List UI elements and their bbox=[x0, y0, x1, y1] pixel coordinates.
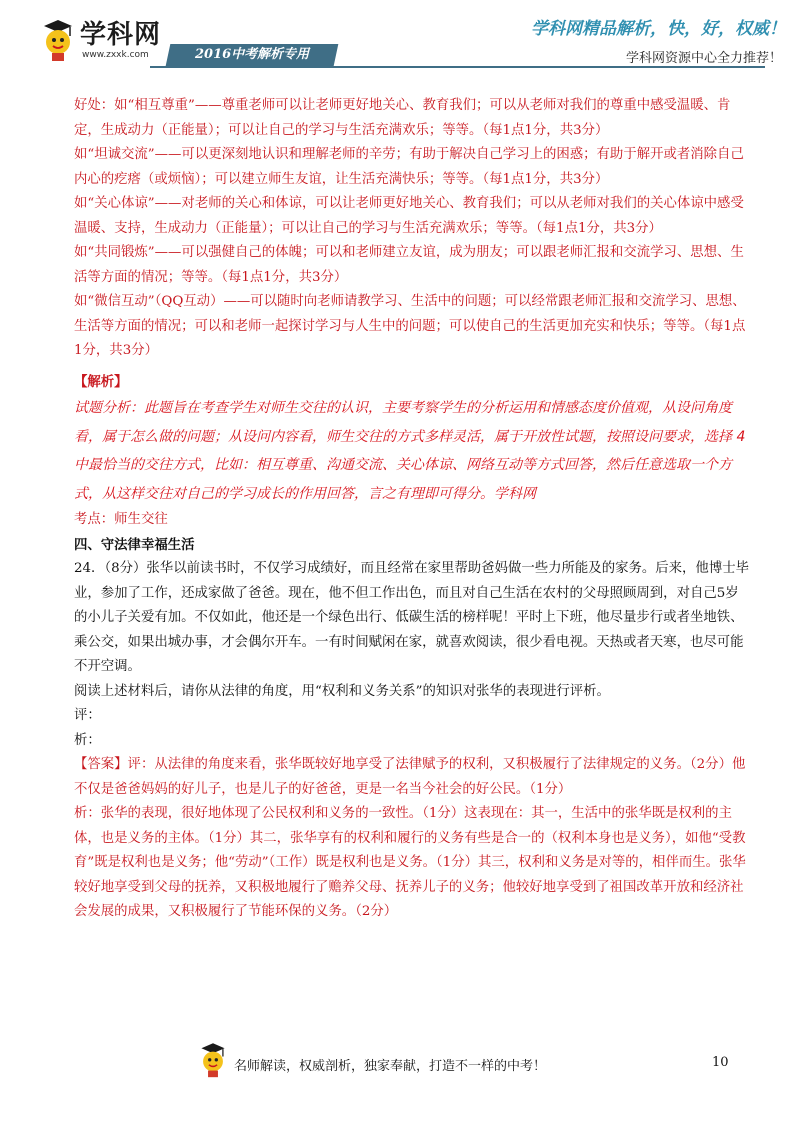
page-number: 10 bbox=[712, 1055, 729, 1070]
xi-label: 析： bbox=[74, 732, 101, 748]
answer-paragraph: 如“共同锻炼”——可以强健自己的体魄；可以和老师建立友谊，成为朋友；可以跟老师汇报和交流学习、思想、生活等方面的情况；等等。（每1点1分，共3分） bbox=[74, 245, 744, 285]
mascot-logo-icon bbox=[40, 16, 76, 62]
answer-xi: 析：张华的表现，很好地体现了公民权利和义务的一致性。（1分）这表现在：其一，生活中的张华既是权利的主体，也是义务的主体。（1分）其二，张华享有的权利和履行的义务有些是合一的（权利本身也是义务），如他“受教育”既是权利也是义务；他“劳动”（工作）既是权利也是义务。（1分）其三，权利和义务是对等的，相伴而生。张华较好地享受到父母的抚养，又积极地履行了赡养父母、抚养儿子的义务；他较好地享受到了祖国改革开放和经济社会发展的成果，又积极履行了节能环保的义务。（2分） bbox=[74, 806, 746, 919]
ping-label: 评： bbox=[74, 708, 101, 723]
header-divider bbox=[150, 66, 765, 68]
header-subtagline: 学科网资源中心全力推荐！ bbox=[625, 51, 782, 66]
question-24: 24．（8分）张华以前读书时，不仅学习成绩好，而且经常在家里帮助爸妈做一些力所能及的家务。后来，他博士毕业，参加了工作，还成家做了爸爸。现在，他不但工作出色，而且对自己生活在农村的父母照顾周到，对自己5岁的小儿子关爱有加。不仅如此，他还是一个绿色出行、低碳生活的榜样呢！平时上下班，他尽量步行或者坐地铁、乘公交，如果出城办事，才会偶尔开车。一有时间赋闲在家，就喜欢阅读，很少看电视。天热或者天寒，也尽可能不开空调。 bbox=[74, 561, 749, 674]
header-tagline: 学科网精品解析，快，好，权威！ bbox=[531, 19, 786, 39]
footer-text: 名师解读，权威剖析，独家奉献，打造不一样的中考！ bbox=[234, 1059, 547, 1074]
kaodian: 考点：师生交往 bbox=[74, 512, 168, 527]
section-title: 四、守法律幸福生活 bbox=[74, 536, 195, 553]
banner-text: 2016中考解析专用 bbox=[194, 47, 310, 62]
footer-mascot-icon bbox=[198, 1040, 228, 1078]
analysis-body: 试题分析：此题旨在考查学生对师生交往的认识，主要考察学生的分析运用和情感态度价值观，从设问角度看，属于怎么做的问题；从设问内容看，师生交往的方式多样灵活，属于开放性试题，按照设问要求，选择 4 中最恰当的交往方式，比如：相互尊重、沟通交流、关心体谅、网络互动等方式回答，然后任意选取一个方式，从这样交往对自己的学习成长的作用回答，言之有理即可得分。学科网 bbox=[74, 400, 746, 502]
analysis-title: 【解析】 bbox=[74, 373, 128, 390]
answer-paragraph: 好处：如“相互尊重”——尊重老师可以让老师更好地关心、教育我们；可以从老师对我们的尊重中感受温暖、肯定，生成动力（正能量）；可以让自己的学习与生活充满欢乐；等等。（每1点1分，共3分） bbox=[74, 98, 731, 138]
answer-ping: 【答案】评：从法律的角度来看，张华既较好地享受了法律赋予的权利，又积极履行了法律规定的义务。（2分）他不仅是爸爸妈妈的好儿子，也是儿子的好爸爸，更是一名当今社会的好公民。（1分） bbox=[74, 757, 746, 797]
logo-text: 学科网 bbox=[80, 20, 162, 50]
question-prompt: 阅读上述材料后，请你从法律的角度，用“权利和义务关系”的知识对张华的表现进行评析。 bbox=[74, 683, 610, 699]
page-content bbox=[74, 94, 750, 925]
answer-paragraph: 如“关心体谅”——对老师的关心和体谅，可以让老师更好地关心、教育我们；可以从老师对我们的关心体谅中感受温暖、支持，生成动力（正能量）；可以让自己的学习与生活充满欢乐；等等。（每1点1分，共3分） bbox=[74, 196, 744, 236]
page-header bbox=[0, 0, 800, 80]
header-banner bbox=[166, 44, 339, 66]
answer-paragraph: 如“坦诚交流”——可以更深刻地认识和理解老师的辛劳；有助于解决自己学习上的困惑；有助于解开或者消除自己内心的疙瘩（或烦恼）；可以建立师生友谊，让生活充满快乐；等等。（每1点1分，共3分） bbox=[74, 147, 744, 187]
logo-url: www.zxxk.com bbox=[82, 50, 149, 60]
answer-paragraph: 如“微信互动”（QQ互动）——可以随时向老师请教学习、生活中的问题；可以经常跟老师汇报和交流学习、思想、生活等方面的情况；可以和老师一起探讨学习与人生中的问题；可以使自己的生活更加充实和快乐；等等。（每1点1分，共3分） bbox=[74, 294, 746, 358]
